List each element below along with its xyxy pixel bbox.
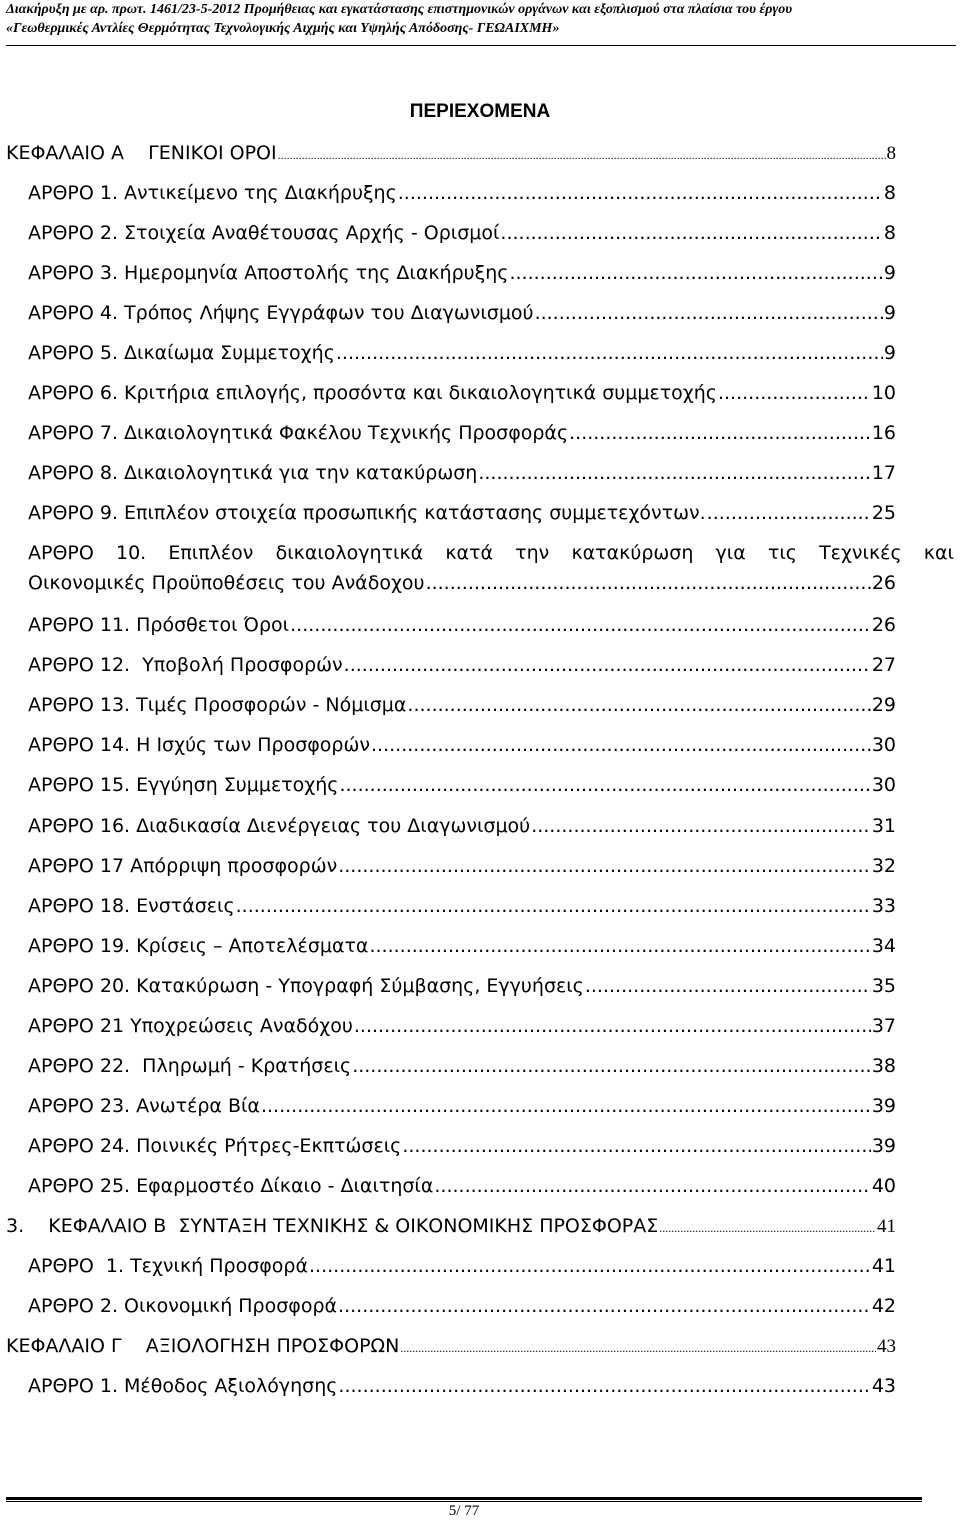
toc-title: ΠΕΡΙΕΧΟΜΕΝΑ	[409, 101, 551, 122]
toc-entry-label: ΑΡΘΡΟ 11. Πρόσθετοι Όροι	[28, 614, 290, 636]
toc-entry-label: ΑΡΘΡΟ 18. Ενστάσεις	[28, 895, 235, 917]
toc-entry-label: 3. ΚΕΦΑΛΑΙΟ Β ΣΥΝΤΑΞΗ ΤΕΧΝΙΚΗΣ & ΟΙΚΟΝΟΜΙΚΗΣ ΠΡΟΣΦΟΡΑΣ	[6, 1215, 659, 1237]
label-word: για	[715, 542, 746, 564]
toc-entry-page: 9	[883, 342, 896, 364]
dot-leader	[585, 974, 871, 998]
dot-leader	[352, 1054, 871, 1078]
toc-entry-label: ΑΡΘΡΟ 15. Εγγύηση Συμμετοχής	[28, 774, 339, 796]
toc-entry-page: 35	[871, 975, 896, 997]
toc-entry-page: 9	[883, 302, 896, 324]
toc-entry-label: ΑΡΘΡΟ 2. Οικονομική Προσφορά	[28, 1295, 338, 1317]
toc-entry-label: ΑΡΘΡΟ 1. Αντικείμενο της Διακήρυξης	[28, 182, 397, 204]
toc-entry-article-19[interactable]	[28, 934, 896, 958]
toc-entry-page: 43	[871, 1375, 896, 1397]
dot-leader	[261, 1094, 871, 1118]
toc-entry-page: 8	[883, 182, 896, 204]
toc-entry-article-22[interactable]	[28, 1054, 896, 1078]
label-word: Τεχνικές	[819, 542, 902, 564]
toc-entry-article-18[interactable]	[28, 894, 896, 918]
toc-entry-label: ΑΡΘΡΟ 5. Δικαίωμα Συμμετοχής	[28, 342, 335, 364]
label-word: την	[515, 542, 550, 564]
toc-entry-page: 41	[871, 1255, 896, 1277]
dot-leader	[278, 143, 886, 167]
toc-entry-label: ΑΡΘΡΟ 1. Τεχνική Προσφορά	[28, 1255, 308, 1277]
toc-entry-page: 39	[871, 1135, 896, 1157]
toc-entry-label: ΑΡΘΡΟ 13. Τιμές Προσφορών - Νόμισμα	[28, 694, 407, 716]
document-header	[6, 0, 956, 38]
toc-entry-article-3[interactable]	[28, 261, 896, 285]
dot-leader	[338, 1294, 871, 1318]
toc-entry-article-10-line-2[interactable]	[28, 571, 896, 595]
toc-entry-page: 29	[871, 694, 896, 716]
toc-entry-label: ΑΡΘΡΟ 24. Ποινικές Ρήτρες-Εκπτώσεις	[28, 1135, 402, 1157]
toc-entry-article-24[interactable]	[28, 1134, 896, 1158]
toc-entry-article-10[interactable]	[28, 541, 954, 565]
dot-leader	[569, 421, 871, 445]
dot-leader	[509, 261, 882, 285]
toc-entry-page: 39	[871, 1095, 896, 1117]
toc-entry-label: ΑΡΘΡΟ 20. Κατακύρωση - Υπογραφή Σύμβασης, Εγγυήσεις	[28, 975, 584, 997]
toc-entry-article-6[interactable]	[28, 381, 896, 405]
toc-entry-article-5[interactable]	[28, 341, 896, 365]
dot-leader	[371, 733, 871, 757]
toc-entry-article-2[interactable]	[28, 221, 896, 245]
dot-leader	[290, 613, 871, 637]
toc-entry-page: 26	[871, 614, 896, 636]
dot-leader	[707, 501, 871, 525]
toc-entry-label-line-1	[28, 541, 954, 565]
dot-leader	[500, 221, 883, 245]
toc-entry-label: ΑΡΘΡΟ 8. Δικαιολογητικά για την κατακύρωση	[28, 462, 478, 484]
toc-entry-label: Οικονομικές Προϋποθέσεις του Ανάδοχου	[28, 572, 425, 594]
toc-entry-page: 30	[871, 734, 896, 756]
toc-entry-label: ΚΕΦΑΛΑΙΟ Γ ΑΞΙΟΛΟΓΗΣΗ ΠΡΟΣΦΟΡΩΝ	[6, 1335, 400, 1357]
header-divider	[6, 45, 956, 46]
toc-entry-label: ΑΡΘΡΟ 19. Κρίσεις – Αποτελέσματα	[28, 935, 369, 957]
toc-entry-page: 42	[871, 1295, 896, 1317]
page-number: 5/ 77	[448, 1503, 480, 1519]
dot-leader	[426, 571, 871, 595]
dot-leader	[369, 934, 870, 958]
label-word: 10.	[115, 542, 147, 564]
toc-entry-label: ΑΡΘΡΟ 1. Μέθοδος Αξιολόγησης	[28, 1375, 338, 1397]
dot-leader	[402, 1134, 870, 1158]
toc-entry-page: 34	[871, 935, 896, 957]
toc-entry-page: 37	[871, 1015, 896, 1037]
label-word: ΑΡΘΡΟ	[28, 542, 94, 564]
toc-entry-label: ΚΕΦΑΛΑΙΟ Α ΓΕΝΙΚΟΙ ΟΡΟΙ	[6, 142, 277, 164]
toc-entry-article-13[interactable]	[28, 693, 896, 717]
header-line-1: Διακήρυξη με αρ. πρωτ. 1461/23-5-2012 Προμήθειας και εγκατάστασης επιστημονικών οργάνων και εξοπλισμού στα πλαίσια του έργου	[6, 2, 793, 17]
dot-leader	[309, 1254, 871, 1278]
toc-entry-page: 8	[883, 222, 896, 244]
toc-entry-article-9[interactable]	[28, 501, 896, 525]
toc-entry-label: ΑΡΘΡΟ 23. Ανωτέρα Βία	[28, 1095, 260, 1117]
dot-leader	[338, 1374, 870, 1398]
toc-entry-article-20[interactable]	[28, 974, 896, 998]
toc-entry-article-7[interactable]	[28, 421, 896, 445]
toc-entry-article-11[interactable]	[28, 613, 896, 637]
toc-entry-label: ΑΡΘΡΟ 14. Η Ισχύς των Προσφορών	[28, 734, 371, 756]
dot-leader	[354, 1014, 871, 1038]
toc-entry-article-15[interactable]	[28, 773, 896, 797]
toc-entry-article-12[interactable]	[28, 653, 896, 677]
dot-leader	[236, 894, 871, 918]
toc-entry-page: 17	[871, 462, 896, 484]
toc-entry-page: 16	[871, 422, 896, 444]
toc-entry-page: 31	[871, 815, 896, 837]
label-word: και	[923, 542, 954, 564]
dot-leader	[478, 461, 870, 485]
toc-entry-article-8[interactable]	[28, 461, 896, 485]
toc-entry-page: 33	[871, 895, 896, 917]
toc-entry-page: 32	[871, 855, 896, 877]
toc-entry-label: ΑΡΘΡΟ 6. Κριτήρια επιλογής, προσόντα και δικαιολογητικά συμμετοχής	[28, 382, 717, 404]
label-word: δικαιολογητικά	[275, 542, 424, 564]
dot-leader	[344, 653, 871, 677]
label-word: κατακύρωση	[571, 542, 694, 564]
toc-entry-page: 8	[886, 143, 896, 164]
toc-entry-article-14[interactable]	[28, 733, 896, 757]
dot-leader	[718, 381, 871, 405]
toc-entry-article-21[interactable]	[28, 1014, 896, 1038]
dot-leader	[398, 181, 883, 205]
toc-entry-article-23[interactable]	[28, 1094, 896, 1118]
dot-leader	[434, 1174, 870, 1198]
toc-entry-page: 43	[877, 1336, 896, 1357]
footer-divider-thick	[6, 1497, 922, 1500]
toc-entry-label: ΑΡΘΡΟ 9. Επιπλέον στοιχεία προσωπικής κατάστασης συμμετεχόντων.	[28, 502, 706, 524]
dot-leader	[338, 854, 871, 878]
toc-entry-label: ΑΡΘΡΟ 22. Πληρωμή - Κρατήσεις	[28, 1055, 352, 1077]
toc-entry-c-article-1[interactable]	[28, 1374, 896, 1398]
label-word: τις	[767, 542, 797, 564]
toc-entry-page: 40	[871, 1175, 896, 1197]
toc-entry-label: ΑΡΘΡΟ 12. Υποβολή Προσφορών	[28, 654, 343, 676]
toc-entry-page: 10	[871, 382, 896, 404]
toc-entry-label: ΑΡΘΡΟ 2. Στοιχεία Αναθέτουσας Αρχής - Ορισμοί	[28, 222, 500, 244]
header-line-2: «Γεωθερμικές Αντλίες Θερμότητας Τεχνολογικής Αιχμής και Υψηλής Απόδοσης- ΓΕΩΑΙΧΜΗ»	[6, 21, 560, 36]
toc-entry-chapter-c[interactable]	[6, 1334, 896, 1360]
toc-entry-page: 9	[883, 262, 896, 284]
dot-leader	[407, 693, 870, 717]
toc-entry-article-4[interactable]	[28, 301, 896, 325]
dot-leader	[400, 1336, 876, 1360]
dot-leader	[339, 773, 870, 797]
toc-entry-label: ΑΡΘΡΟ 17 Απόρριψη προσφορών	[28, 855, 338, 877]
toc-entry-label: ΑΡΘΡΟ 21 Υποχρεώσεις Αναδόχου	[28, 1015, 353, 1037]
footer-divider-thin	[6, 1501, 922, 1502]
toc-entry-page: 41	[877, 1216, 896, 1237]
toc-entry-article-1[interactable]	[28, 181, 896, 205]
dot-leader	[535, 301, 883, 325]
toc-entry-page: 30	[871, 774, 896, 796]
toc-entry-chapter-b[interactable]	[6, 1214, 896, 1240]
toc-entry-b-article-2[interactable]	[28, 1294, 896, 1318]
toc-entry-article-25[interactable]	[28, 1174, 896, 1198]
toc-entry-page: 25	[871, 502, 896, 524]
toc-entry-page: 26	[871, 572, 896, 594]
toc-entry-b-article-1[interactable]	[28, 1254, 896, 1278]
toc-entry-article-16[interactable]	[28, 814, 896, 838]
toc-entry-label: ΑΡΘΡΟ 3. Ημερομηνία Αποστολής της Διακήρυξης	[28, 262, 509, 284]
toc-entry-label: ΑΡΘΡΟ 4. Τρόπος Λήψης Εγγράφων του Διαγωνισμού	[28, 302, 534, 324]
label-word: Επιπλέον	[168, 542, 254, 564]
toc-entry-page: 27	[871, 654, 896, 676]
dot-leader	[531, 814, 871, 838]
dot-leader	[336, 341, 883, 365]
label-word: κατά	[445, 542, 494, 564]
toc-entry-label: ΑΡΘΡΟ 16. Διαδικασία Διενέργειας του Διαγωνισμού	[28, 815, 531, 837]
dot-leader	[659, 1216, 876, 1240]
toc-entry-label: ΑΡΘΡΟ 25. Εφαρμοστέο Δίκαιο - Διαιτησία	[28, 1175, 434, 1197]
toc-entry-page: 38	[871, 1055, 896, 1077]
toc-entry-article-17[interactable]	[28, 854, 896, 878]
toc-entry-label: ΑΡΘΡΟ 7. Δικαιολογητικά Φακέλου Τεχνικής Προσφοράς	[28, 422, 569, 444]
toc-entry-chapter-a[interactable]	[6, 141, 896, 167]
